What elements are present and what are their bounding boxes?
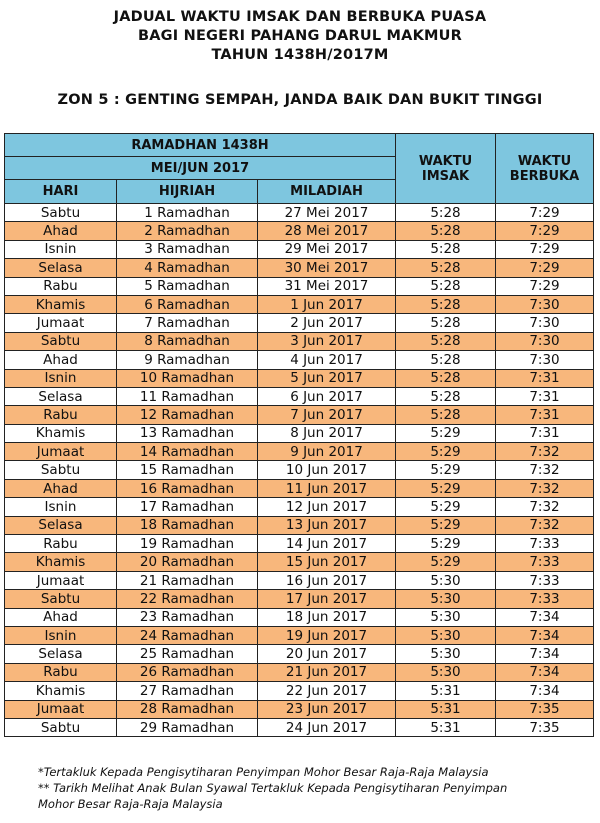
table-row — [5, 645, 594, 663]
table-row — [5, 498, 594, 516]
cell-imsak: 5:31 — [396, 682, 496, 700]
cell-imsak: 5:29 — [396, 553, 496, 571]
header-imsak-line-2: IMSAK — [421, 168, 470, 184]
table-row — [5, 443, 594, 461]
cell-miladiah: 4 Jun 2017 — [258, 351, 396, 369]
cell-imsak: 5:29 — [396, 479, 496, 497]
cell-berbuka: 7:31 — [496, 406, 594, 424]
table-row — [5, 516, 594, 534]
table-row — [5, 626, 594, 644]
cell-imsak: 5:28 — [396, 332, 496, 350]
cell-hijriah: 21 Ramadhan — [117, 571, 258, 589]
cell-hijriah: 22 Ramadhan — [117, 590, 258, 608]
cell-berbuka: 7:31 — [496, 369, 594, 387]
cell-hari: Selasa — [5, 387, 117, 405]
cell-hijriah: 5 Ramadhan — [117, 277, 258, 295]
cell-hijriah: 12 Ramadhan — [117, 406, 258, 424]
cell-miladiah: 8 Jun 2017 — [258, 424, 396, 442]
cell-miladiah: 10 Jun 2017 — [258, 461, 396, 479]
cell-imsak: 5:29 — [396, 535, 496, 553]
cell-miladiah: 14 Jun 2017 — [258, 535, 396, 553]
cell-berbuka: 7:34 — [496, 663, 594, 681]
cell-hijriah: 1 Ramadhan — [117, 204, 258, 222]
cell-miladiah: 12 Jun 2017 — [258, 498, 396, 516]
cell-berbuka: 7:32 — [496, 479, 594, 497]
table-row — [5, 277, 594, 295]
cell-berbuka: 7:32 — [496, 516, 594, 534]
cell-hijriah: 27 Ramadhan — [117, 682, 258, 700]
cell-hijriah: 17 Ramadhan — [117, 498, 258, 516]
cell-miladiah: 5 Jun 2017 — [258, 369, 396, 387]
cell-miladiah: 20 Jun 2017 — [258, 645, 396, 663]
cell-hari: Khamis — [5, 424, 117, 442]
table-row — [5, 535, 594, 553]
cell-imsak: 5:28 — [396, 222, 496, 240]
cell-hari: Jumaat — [5, 700, 117, 718]
cell-hari: Jumaat — [5, 443, 117, 461]
cell-hari: Isnin — [5, 498, 117, 516]
cell-berbuka: 7:29 — [496, 204, 594, 222]
footnote-1: *Tertakluk Kepada Pengisytiharan Penyimpan Mohor Besar Raja-Raja Malaysia — [38, 765, 489, 779]
cell-berbuka: 7:34 — [496, 645, 594, 663]
cell-berbuka: 7:29 — [496, 240, 594, 258]
cell-berbuka: 7:35 — [496, 718, 594, 736]
cell-hari: Ahad — [5, 222, 117, 240]
cell-berbuka: 7:32 — [496, 498, 594, 516]
cell-hijriah: 28 Ramadhan — [117, 700, 258, 718]
cell-miladiah: 7 Jun 2017 — [258, 406, 396, 424]
cell-berbuka: 7:34 — [496, 608, 594, 626]
title-line-1: JADUAL WAKTU IMSAK DAN BERBUKA PUASA — [113, 9, 487, 25]
table-row — [5, 663, 594, 681]
cell-hijriah: 14 Ramadhan — [117, 443, 258, 461]
table-row — [5, 332, 594, 350]
zone-heading: ZON 5 : GENTING SEMPAH, JANDA BAIK DAN BUKIT TINGGI — [57, 92, 543, 108]
cell-hari: Ahad — [5, 608, 117, 626]
table-row — [5, 700, 594, 718]
cell-hari: Rabu — [5, 663, 117, 681]
cell-berbuka: 7:34 — [496, 682, 594, 700]
cell-miladiah: 18 Jun 2017 — [258, 608, 396, 626]
cell-imsak: 5:31 — [396, 718, 496, 736]
cell-hijriah: 19 Ramadhan — [117, 535, 258, 553]
cell-hijriah: 8 Ramadhan — [117, 332, 258, 350]
cell-miladiah: 17 Jun 2017 — [258, 590, 396, 608]
table-row — [5, 718, 594, 736]
cell-berbuka: 7:33 — [496, 553, 594, 571]
cell-imsak: 5:30 — [396, 626, 496, 644]
cell-hari: Selasa — [5, 259, 117, 277]
title-line-2: BAGI NEGERI PAHANG DARUL MAKMUR — [138, 28, 462, 44]
cell-hari: Khamis — [5, 295, 117, 313]
cell-imsak: 5:30 — [396, 571, 496, 589]
cell-hijriah: 18 Ramadhan — [117, 516, 258, 534]
cell-imsak: 5:30 — [396, 590, 496, 608]
cell-miladiah: 11 Jun 2017 — [258, 479, 396, 497]
cell-imsak: 5:29 — [396, 516, 496, 534]
cell-hijriah: 2 Ramadhan — [117, 222, 258, 240]
cell-imsak: 5:28 — [396, 406, 496, 424]
cell-hijriah: 24 Ramadhan — [117, 626, 258, 644]
header-month: MEI/JUN 2017 — [5, 157, 396, 180]
cell-hijriah: 23 Ramadhan — [117, 608, 258, 626]
cell-hijriah: 20 Ramadhan — [117, 553, 258, 571]
cell-hari: Isnin — [5, 369, 117, 387]
table-row — [5, 240, 594, 258]
cell-hijriah: 11 Ramadhan — [117, 387, 258, 405]
table-row — [5, 295, 594, 313]
cell-imsak: 5:30 — [396, 608, 496, 626]
cell-berbuka: 7:32 — [496, 443, 594, 461]
cell-hijriah: 10 Ramadhan — [117, 369, 258, 387]
cell-miladiah: 9 Jun 2017 — [258, 443, 396, 461]
cell-imsak: 5:29 — [396, 424, 496, 442]
cell-hijriah: 25 Ramadhan — [117, 645, 258, 663]
table-row — [5, 479, 594, 497]
table-row — [5, 222, 594, 240]
cell-hari: Khamis — [5, 553, 117, 571]
table-row — [5, 461, 594, 479]
header-berbuka-line-2: BERBUKA — [509, 168, 580, 184]
table-row — [5, 682, 594, 700]
cell-imsak: 5:28 — [396, 351, 496, 369]
header-miladiah: MILADIAH — [258, 180, 396, 204]
document-title — [0, 8, 600, 65]
cell-hari: Rabu — [5, 277, 117, 295]
cell-hijriah: 7 Ramadhan — [117, 314, 258, 332]
cell-imsak: 5:28 — [396, 277, 496, 295]
cell-miladiah: 30 Mei 2017 — [258, 259, 396, 277]
cell-imsak: 5:29 — [396, 498, 496, 516]
cell-berbuka: 7:32 — [496, 461, 594, 479]
footnote-2-line-1: ** Tarikh Melihat Anak Bulan Syawal Tertakluk Kepada Pengisytiharan Penyimpan — [38, 781, 508, 795]
cell-imsak: 5:31 — [396, 700, 496, 718]
cell-hari: Isnin — [5, 240, 117, 258]
cell-hari: Khamis — [5, 682, 117, 700]
cell-miladiah: 27 Mei 2017 — [258, 204, 396, 222]
cell-miladiah: 23 Jun 2017 — [258, 700, 396, 718]
table-row — [5, 608, 594, 626]
table-row — [5, 424, 594, 442]
table-row — [5, 387, 594, 405]
cell-hijriah: 3 Ramadhan — [117, 240, 258, 258]
cell-berbuka: 7:34 — [496, 626, 594, 644]
cell-hari: Rabu — [5, 535, 117, 553]
cell-miladiah: 28 Mei 2017 — [258, 222, 396, 240]
header-hari: HARI — [5, 180, 117, 204]
cell-miladiah: 15 Jun 2017 — [258, 553, 396, 571]
table-row — [5, 590, 594, 608]
table-row — [5, 571, 594, 589]
cell-imsak: 5:30 — [396, 663, 496, 681]
cell-berbuka: 7:30 — [496, 351, 594, 369]
cell-miladiah: 3 Jun 2017 — [258, 332, 396, 350]
cell-miladiah: 13 Jun 2017 — [258, 516, 396, 534]
cell-imsak: 5:28 — [396, 259, 496, 277]
cell-miladiah: 2 Jun 2017 — [258, 314, 396, 332]
cell-miladiah: 29 Mei 2017 — [258, 240, 396, 258]
footnotes — [38, 764, 578, 812]
cell-berbuka: 7:33 — [496, 590, 594, 608]
cell-berbuka: 7:29 — [496, 259, 594, 277]
cell-imsak: 5:28 — [396, 387, 496, 405]
cell-imsak: 5:30 — [396, 645, 496, 663]
cell-hijriah: 6 Ramadhan — [117, 295, 258, 313]
cell-hari: Jumaat — [5, 571, 117, 589]
cell-hijriah: 15 Ramadhan — [117, 461, 258, 479]
cell-hari: Isnin — [5, 626, 117, 644]
table-row — [5, 314, 594, 332]
cell-hari: Rabu — [5, 406, 117, 424]
header-imsak-line-1: WAKTU — [418, 153, 473, 169]
cell-berbuka: 7:30 — [496, 314, 594, 332]
schedule-table — [4, 133, 594, 737]
cell-berbuka: 7:29 — [496, 277, 594, 295]
cell-imsak: 5:28 — [396, 295, 496, 313]
cell-hari: Sabtu — [5, 590, 117, 608]
cell-hari: Selasa — [5, 516, 117, 534]
cell-berbuka: 7:33 — [496, 571, 594, 589]
cell-miladiah: 19 Jun 2017 — [258, 626, 396, 644]
table-row — [5, 259, 594, 277]
table-row — [5, 406, 594, 424]
header-hijriah: HIJRIAH — [117, 180, 258, 204]
cell-miladiah: 16 Jun 2017 — [258, 571, 396, 589]
cell-imsak: 5:28 — [396, 314, 496, 332]
cell-berbuka: 7:30 — [496, 332, 594, 350]
schedule-rows — [5, 204, 594, 737]
cell-berbuka: 7:29 — [496, 222, 594, 240]
cell-berbuka: 7:31 — [496, 387, 594, 405]
cell-imsak: 5:28 — [396, 240, 496, 258]
cell-miladiah: 1 Jun 2017 — [258, 295, 396, 313]
header-ramadhan: RAMADHAN 1438H — [5, 134, 396, 157]
title-line-3: TAHUN 1438H/2017M — [211, 47, 389, 63]
table-row — [5, 369, 594, 387]
cell-hijriah: 29 Ramadhan — [117, 718, 258, 736]
cell-miladiah: 31 Mei 2017 — [258, 277, 396, 295]
cell-miladiah: 21 Jun 2017 — [258, 663, 396, 681]
cell-hari: Ahad — [5, 351, 117, 369]
cell-miladiah: 24 Jun 2017 — [258, 718, 396, 736]
cell-hari: Sabtu — [5, 332, 117, 350]
header-berbuka-line-1: WAKTU — [517, 153, 572, 169]
cell-hijriah: 26 Ramadhan — [117, 663, 258, 681]
cell-hari: Sabtu — [5, 718, 117, 736]
cell-imsak: 5:29 — [396, 461, 496, 479]
cell-berbuka: 7:30 — [496, 295, 594, 313]
table-row — [5, 351, 594, 369]
cell-berbuka: 7:35 — [496, 700, 594, 718]
cell-hari: Sabtu — [5, 204, 117, 222]
cell-hijriah: 16 Ramadhan — [117, 479, 258, 497]
footnote-2-line-2: Mohor Besar Raja-Raja Malaysia — [38, 797, 223, 811]
header-waktu-imsak — [396, 134, 496, 204]
table-row — [5, 553, 594, 571]
header-waktu-berbuka — [496, 134, 594, 204]
cell-miladiah: 22 Jun 2017 — [258, 682, 396, 700]
cell-imsak: 5:28 — [396, 369, 496, 387]
cell-hari: Ahad — [5, 479, 117, 497]
cell-hari: Selasa — [5, 645, 117, 663]
cell-hari: Sabtu — [5, 461, 117, 479]
cell-hari: Jumaat — [5, 314, 117, 332]
cell-imsak: 5:28 — [396, 204, 496, 222]
cell-hijriah: 9 Ramadhan — [117, 351, 258, 369]
cell-berbuka: 7:33 — [496, 535, 594, 553]
table-row — [5, 204, 594, 222]
cell-hijriah: 4 Ramadhan — [117, 259, 258, 277]
cell-hijriah: 13 Ramadhan — [117, 424, 258, 442]
cell-berbuka: 7:31 — [496, 424, 594, 442]
cell-miladiah: 6 Jun 2017 — [258, 387, 396, 405]
cell-imsak: 5:29 — [396, 443, 496, 461]
